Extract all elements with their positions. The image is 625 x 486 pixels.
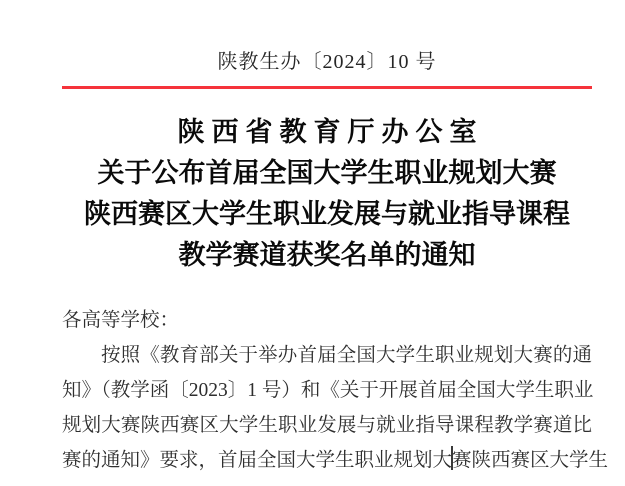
title-line: 陕西赛区大学生职业发展与就业指导课程 <box>84 199 570 229</box>
paragraph-line: 规划大赛陕西赛区大学生职业发展与就业指导课程教学赛道比 <box>62 415 592 436</box>
salutation: 各高等学校： <box>62 310 180 331</box>
document-number: 陕教生办〔2024〕10 号 <box>217 51 437 73</box>
title-line: 教学赛道获奖名单的通知 <box>178 240 476 270</box>
title-line-issuer: 陕西省教育厅办公室 <box>177 117 484 147</box>
red-divider-line <box>62 86 592 89</box>
paragraph-line: 知》（教学函〔2023〕1 号）和《关于开展首届全国大学生职业 <box>62 380 594 401</box>
body-paragraph <box>62 338 609 478</box>
paragraph-line-with-cursor <box>62 443 609 478</box>
document-title <box>62 112 592 276</box>
text-before-cursor: 赛的通知》要求，首届全国大学生职业规划大 <box>62 450 453 471</box>
paragraph-line: 按照《教育部关于举办首届全国大学生职业规划大赛的通 <box>101 345 592 366</box>
text-after-cursor: 赛陕西赛区大学生 <box>452 450 609 471</box>
title-line: 关于公布首届全国大学生职业规划大赛 <box>97 158 557 188</box>
